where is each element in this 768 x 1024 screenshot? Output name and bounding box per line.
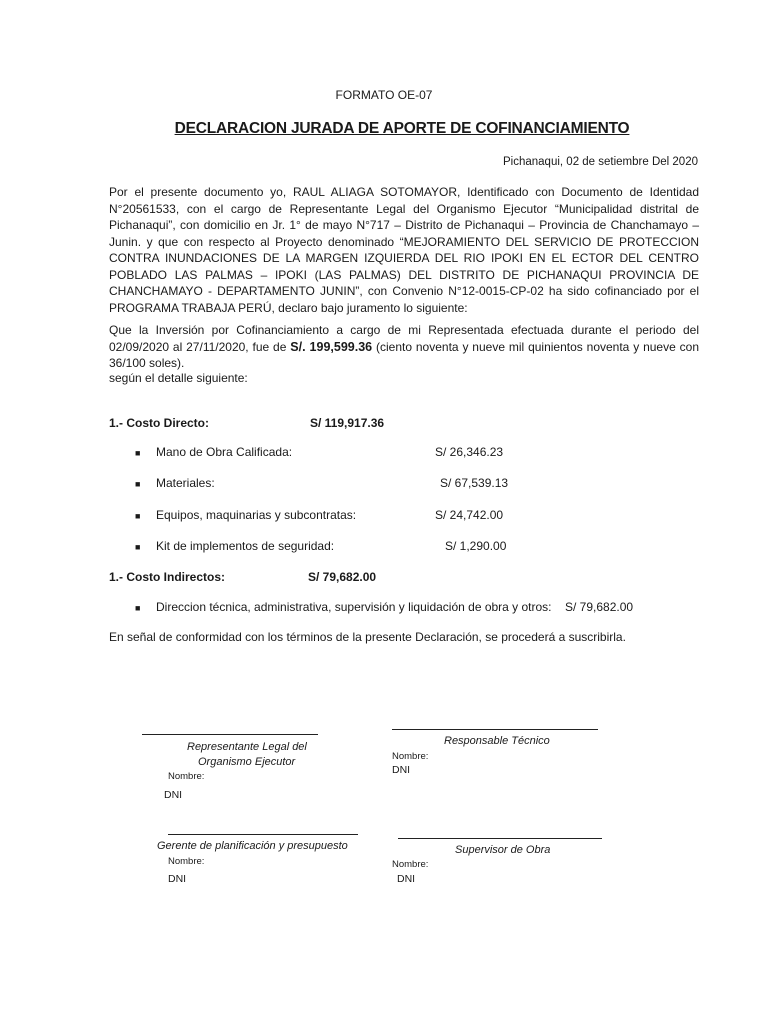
bullet-icon: ■ [135, 542, 141, 552]
direct-cost-total: S/ 119,917.36 [310, 416, 385, 430]
bullet-icon: ■ [135, 603, 141, 613]
direct-item-label: Materiales: [156, 476, 215, 490]
investment-paragraph [109, 322, 699, 372]
direct-item-amount: S/ 24,742.00 [435, 508, 504, 522]
direct-cost-label: 1.- Costo Directo: [109, 416, 210, 430]
signature-line-gerente [168, 834, 358, 835]
signature-dni: DNI [392, 764, 411, 776]
direct-item-label: Kit de implementos de seguridad: [156, 539, 335, 553]
bullet-icon: ■ [135, 511, 141, 521]
document-date: Pichanaqui, 02 de setiembre Del 2020 [503, 156, 698, 168]
format-code: FORMATO OE-07 [335, 88, 433, 102]
bullet-icon: ■ [135, 479, 141, 489]
signature-dni: DNI [397, 873, 416, 885]
indirect-item-amount: S/ 79,682.00 [565, 600, 634, 614]
closing-statement: En señal de conformidad con los términos de la presente Declaración, se procederá a suscribirla. [109, 630, 626, 644]
signature-line-representante [142, 734, 318, 735]
indirect-cost-label: 1.- Costo Indirectos: [109, 570, 226, 584]
intro-text: Por el presente documento yo, RAUL ALIAGA SOTOMAYOR, Identificado con Documento de Identidad N°20561533, con el cargo de Representante Legal del Organismo Ejecutor “Municipalidad distrital de Pichanaqui”, con domicilio en Jr. 1° de mayo N°717 – Distrito de Pichanaqui – Provincia de Chanchamayo – Junin. y que con respecto al Proyecto denominado “MEJORAMIENTO DEL SERVICIO DE PROTECCION CONTRA INUNDACIONES DE LA MARGEN IZQUIERDA DEL RIO IPOKI EN EL ECTOR DEL CENTRO POBLADO LAS PALMAS – IPOKI (LAS PALMAS) DEL DISTRITO DE PICHANAQUI PROVINCIA DE CHANCHAMAYO - DEPARTAMENTO JUNIN”, con Convenio N°12-0015-CP-02 ha sido cofinanciado por el PROGRAMA TRABAJA PERÚ, declaro bajo juramento lo siguiente: [109, 185, 699, 315]
document-title: DECLARACION JURADA DE APORTE DE COFINANCIAMIENTO [174, 120, 630, 137]
investment-pre: Que la Inversión por Cofinanciamiento a cargo de mi Representada efectuada durante el periodo del 02/09/2020 al 27/11/2020, fue de [109, 323, 699, 354]
signature-title-gerente: Gerente de planificación y presupuesto [157, 840, 348, 852]
investment-post: (ciento noventa y nueve mil quinientos noventa y nueve con 36/100 soles). [109, 339, 699, 370]
signature-nombre: Nombre: [392, 751, 429, 762]
signature-nombre: Nombre: [168, 856, 205, 867]
bullet-icon: ■ [135, 448, 141, 458]
direct-item-amount: S/ 1,290.00 [445, 539, 507, 553]
signature-line-responsable [392, 729, 598, 730]
signature-title-responsable: Responsable Técnico [444, 735, 550, 747]
direct-item-label: Equipos, maquinarias y subcontratas: [156, 508, 357, 522]
direct-item-label: Mano de Obra Calificada: [156, 445, 293, 459]
signature-title-rep-1: Representante Legal del [187, 741, 307, 753]
intro-paragraph [109, 184, 699, 316]
signature-nombre: Nombre: [168, 771, 205, 782]
indirect-cost-total: S/ 79,682.00 [308, 570, 377, 584]
direct-item-amount: S/ 26,346.23 [435, 445, 504, 459]
direct-item-amount: S/ 67,539.13 [440, 476, 509, 490]
signature-title-supervisor: Supervisor de Obra [455, 844, 551, 856]
investment-amount: S/. 199,599.36 [290, 339, 373, 354]
signature-line-supervisor [398, 838, 602, 839]
signature-dni: DNI [168, 873, 187, 885]
detail-intro: según el detalle siguiente: [109, 371, 248, 385]
indirect-item-label: Direccion técnica, administrativa, supervisión y liquidación de obra y otros: [156, 600, 552, 614]
signature-dni: DNI [164, 789, 183, 801]
signature-nombre: Nombre: [392, 859, 429, 870]
signature-title-rep-2: Organismo Ejecutor [198, 756, 296, 768]
